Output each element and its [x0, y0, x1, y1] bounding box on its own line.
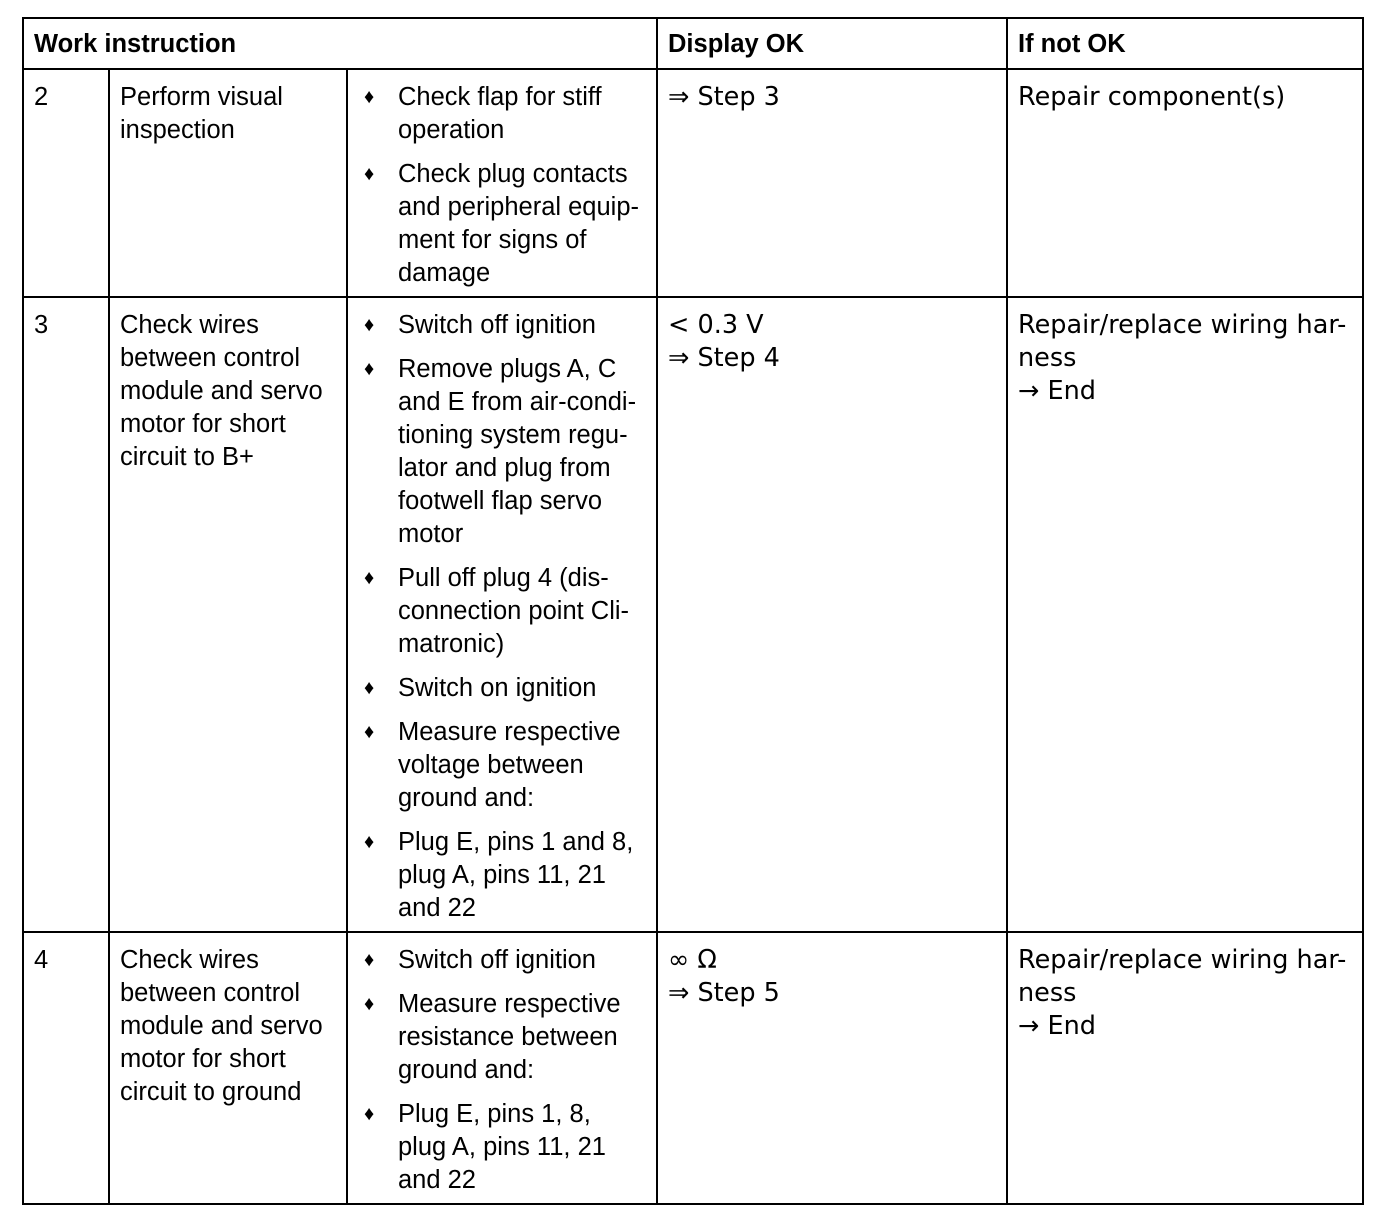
display-ok-text: ⇒ Step 4 [668, 343, 780, 373]
if-not-ok-text: → End [1018, 376, 1096, 406]
if-not-ok-cell [1007, 69, 1363, 297]
display-ok-text: ∞ Ω [668, 945, 717, 975]
if-not-ok-text: Repair/replace wiring har-ness [1018, 945, 1347, 1008]
diamond-bullet-icon: ♦ [364, 86, 375, 108]
step-title: Check wires between control module and servo motor for short circuit to ground [109, 932, 347, 1204]
work-instruction-table [22, 17, 1364, 1205]
action-text: Check plug contacts and peripheral equip-ment for signs of damage [398, 160, 640, 287]
step-number: 2 [23, 69, 109, 297]
table-row [23, 932, 1363, 1204]
step-actions [347, 69, 657, 297]
display-ok-text: ⇒ Step 5 [668, 978, 780, 1008]
step-actions [347, 297, 657, 932]
action-text: Check flap for stiff operation [398, 83, 602, 144]
diamond-bullet-icon: ♦ [364, 314, 375, 336]
diamond-bullet-icon: ♦ [364, 721, 375, 743]
table-row [23, 297, 1363, 932]
step-title: Check wires between control module and servo motor for short circuit to B+ [109, 297, 347, 932]
list-item [358, 309, 646, 342]
diamond-bullet-icon: ♦ [364, 358, 375, 380]
diamond-bullet-icon: ♦ [364, 567, 375, 589]
header-display-ok: Display OK [657, 18, 1007, 69]
action-text: Switch on ignition [398, 674, 597, 702]
step-title: Perform visual inspection [109, 69, 347, 297]
diamond-bullet-icon: ♦ [364, 831, 375, 853]
list-item [358, 1098, 646, 1197]
action-text: Switch off ignition [398, 311, 596, 339]
display-ok-text: ⇒ Step 3 [668, 82, 780, 112]
list-item [358, 672, 646, 705]
list-item [358, 353, 646, 551]
list-item [358, 944, 646, 977]
display-ok-text: < 0.3 V [668, 310, 764, 340]
if-not-ok-cell [1007, 932, 1363, 1204]
action-text: Measure respective resistance between ground and: [398, 990, 621, 1084]
table-row [23, 69, 1363, 297]
action-list [358, 309, 646, 925]
header-if-not-ok: If not OK [1007, 18, 1363, 69]
list-item [358, 562, 646, 661]
action-text: Remove plugs A, C and E from air-condi-tioning system regu-lator and plug from footwell flap servo motor [398, 355, 637, 548]
action-list [358, 81, 646, 290]
table-header-row [23, 18, 1363, 69]
display-ok-cell [657, 297, 1007, 932]
list-item [358, 158, 646, 290]
action-text: Plug E, pins 1 and 8, plug A, pins 11, 21 and 22 [398, 828, 634, 922]
step-number: 4 [23, 932, 109, 1204]
action-text: Plug E, pins 1, 8, plug A, pins 11, 21 and 22 [398, 1100, 606, 1194]
diamond-bullet-icon: ♦ [364, 949, 375, 971]
list-item [358, 81, 646, 147]
action-list [358, 944, 646, 1197]
action-text: Pull off plug 4 (dis-connection point Cli-matronic) [398, 564, 630, 658]
if-not-ok-text: Repair component(s) [1018, 82, 1286, 112]
header-work-instruction: Work instruction [23, 18, 657, 69]
step-number: 3 [23, 297, 109, 932]
step-actions [347, 932, 657, 1204]
list-item [358, 988, 646, 1087]
list-item [358, 716, 646, 815]
if-not-ok-text: → End [1018, 1011, 1096, 1041]
action-text: Switch off ignition [398, 946, 596, 974]
action-text: Measure respective voltage between ground and: [398, 718, 621, 812]
diamond-bullet-icon: ♦ [364, 993, 375, 1015]
display-ok-cell [657, 69, 1007, 297]
if-not-ok-text: Repair/replace wiring har-ness [1018, 310, 1347, 373]
diamond-bullet-icon: ♦ [364, 1103, 375, 1125]
display-ok-cell [657, 932, 1007, 1204]
diamond-bullet-icon: ♦ [364, 163, 375, 185]
diamond-bullet-icon: ♦ [364, 677, 375, 699]
if-not-ok-cell [1007, 297, 1363, 932]
list-item [358, 826, 646, 925]
